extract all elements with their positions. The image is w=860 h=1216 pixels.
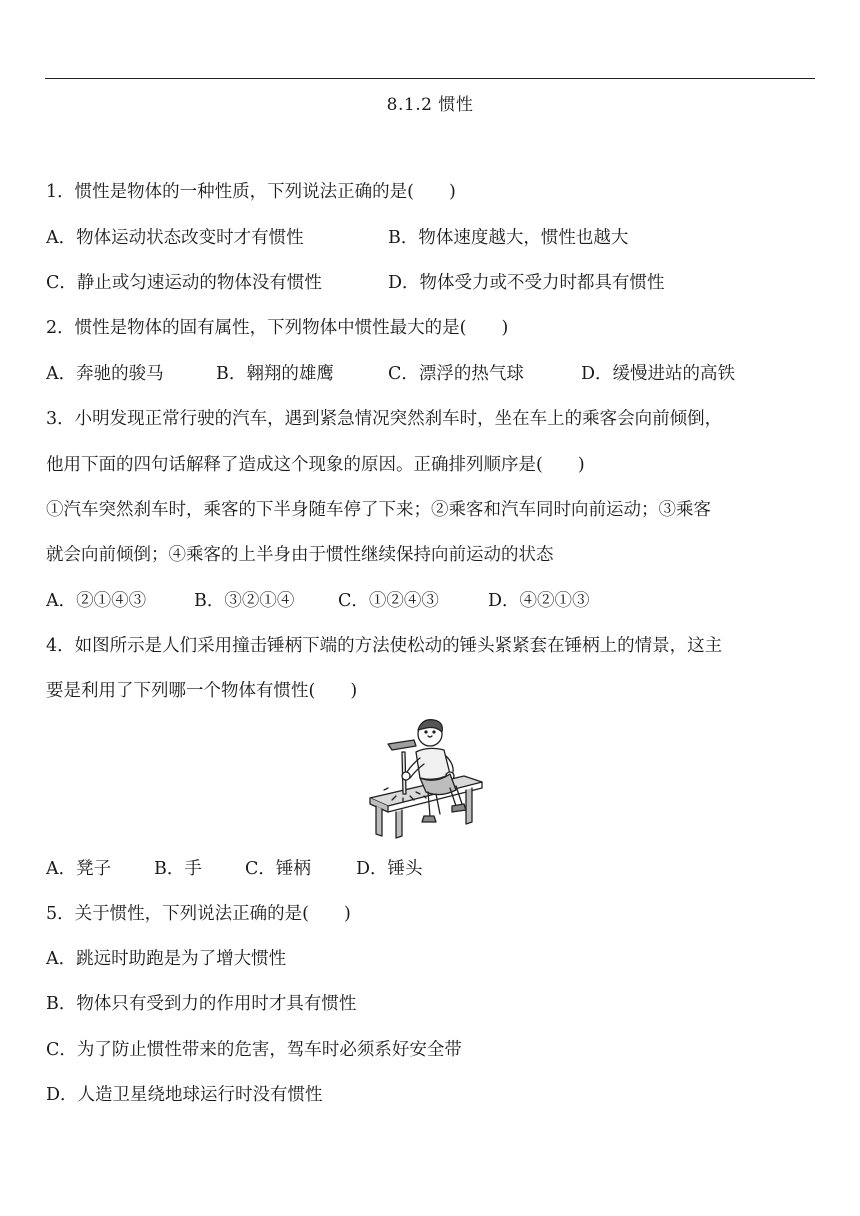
q5-option-b: B．物体只有受到力的作用时才具有惯性 [46,994,357,1014]
q1-option-d: D．物体受力或不受力时都具有惯性 [388,273,665,293]
q2-option-b: B．翱翔的雄鹰 [216,364,334,384]
q4-stem-line1: 4．如图所示是人们采用撞击锤柄下端的方法使松动的锤头紧紧套在锤柄上的情景，这主 [46,636,723,656]
q2-option-d: D．缓慢进站的高铁 [581,364,736,384]
q2-option-a: A．奔驰的骏马 [46,364,164,384]
q5-option-a: A．跳远时助跑是为了增大惯性 [46,949,287,969]
page-title: 8.1.2 惯性 [386,95,474,115]
q3-statements-line1: ①汽车突然刹车时，乘客的下半身随车停了下来；②乘客和汽车同时向前运动；③乘客 [46,500,711,520]
q5-stem: 5．关于惯性，下列说法正确的是( ) [46,904,351,924]
q3-option-a: A．②①④③ [46,591,147,611]
q4-option-b: B．手 [154,859,202,879]
q4-options [46,857,423,881]
hammer-bench-illustration [366,712,486,840]
q4-option-c: C．锤柄 [245,859,311,879]
q4-stem-line2: 要是利用了下列哪一个物体有惯性( ) [46,681,358,701]
q4-option-a: A．凳子 [46,859,112,879]
q4-option-d: D．锤头 [356,859,423,879]
q3-option-d: D．④②①③ [488,591,590,611]
q3-stem-line1: 3．小明发现正常行驶的汽车，遇到紧急情况突然刹车时，坐在车上的乘客会向前倾倒， [46,409,723,429]
q1-stem: 1．惯性是物体的一种性质，下列说法正确的是( ) [46,182,456,202]
q3-options [46,589,590,613]
q2-options [46,362,735,386]
q1-options-row2 [46,271,665,295]
q5-option-d: D．人造卫星绕地球运行时没有惯性 [46,1085,323,1105]
q2-option-c: C．漂浮的热气球 [388,364,524,384]
q2-stem: 2．惯性是物体的固有属性，下列物体中惯性最大的是( ) [46,318,509,338]
q1-option-c: C．静止或匀速运动的物体没有惯性 [46,273,322,293]
q1-option-a: A．物体运动状态改变时才有惯性 [46,228,304,248]
q3-option-b: B．③②①④ [194,591,295,611]
q3-stem-line2: 他用下面的四句话解释了造成这个现象的原因。正确排列顺序是( ) [46,455,585,475]
q3-option-c: C．①②④③ [338,591,439,611]
q3-statements-line2: 就会向前倾倒；④乘客的上半身由于惯性继续保持向前运动的状态 [46,545,554,565]
q1-options-row1 [46,226,628,250]
q1-option-b: B．物体速度越大，惯性也越大 [388,228,629,248]
header-rule [45,78,815,79]
q5-option-c: C．为了防止惯性带来的危害，驾车时必须系好安全带 [46,1040,462,1060]
